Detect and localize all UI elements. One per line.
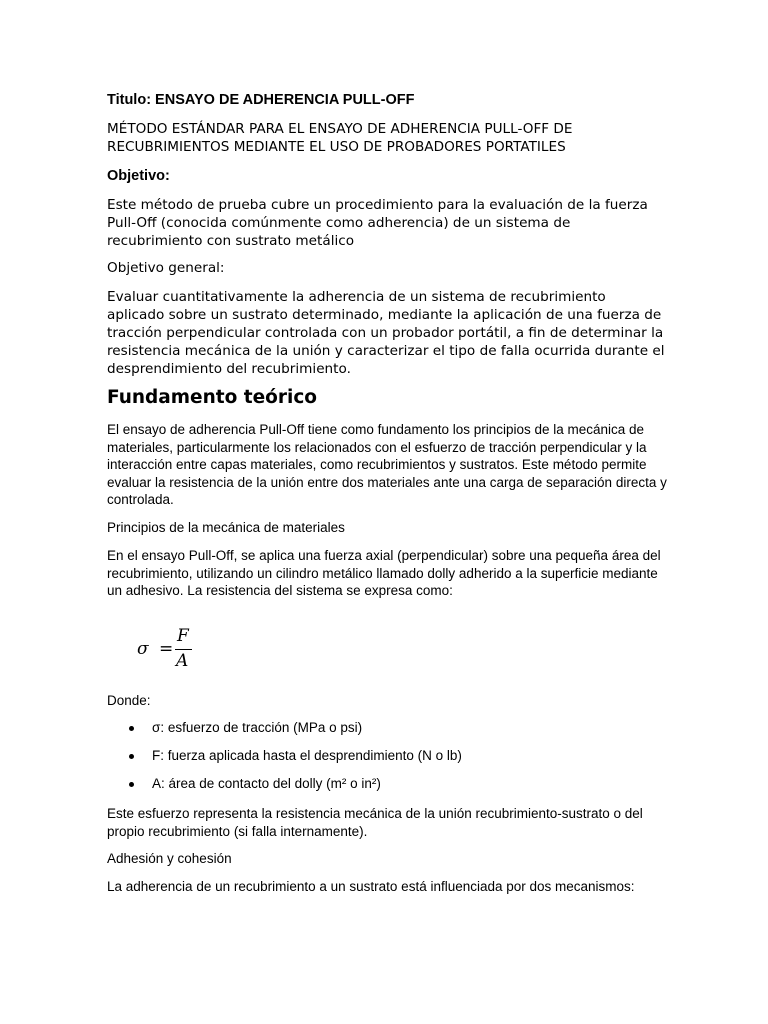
formula-sigma: σ [137, 639, 149, 659]
objetivo-paragraph: Este método de prueba cubre un procedimiento para la evaluación de la fuerza Pull-Off (conocida comúnmente como adherencia) de un sistema de recubrimiento con sustrato metálico [107, 197, 648, 249]
formula-numerator: F [177, 626, 189, 646]
objetivo-general-heading: Objetivo general: [107, 260, 225, 276]
variable-list [107, 719, 462, 803]
adhesion-heading: Adhesión y cohesión [107, 851, 232, 866]
fundamento-heading: Fundamento teórico [107, 387, 318, 408]
adhesion-paragraph: La adherencia de un recubrimiento a un sustrato está influenciada por dos mecanismos: [107, 879, 635, 894]
principios-paragraph: En el ensayo Pull-Off, se aplica una fuerza axial (perpendicular) sobre una pequeña área del recubrimiento, utilizando un cilindro metálico llamado dolly adherido a la superficie mediante un adhesivo. La resistencia del sistema se expresa como: [107, 548, 661, 598]
fundamento-paragraph: El ensayo de adherencia Pull-Off tiene como fundamento los principios de la mecánica de materiales, particularmente los relacionados con el esfuerzo de tracción perpendicular y la interacción entre capas materiales, como recubrimientos y sustratos. Este método permite evaluar la resistencia de la unión entre dos materiales ante una carga de separación directa y controlada. [107, 422, 667, 507]
formula-denominator: A [176, 651, 189, 671]
list-item: A: área de contacto del dolly (m² o in²) [107, 775, 462, 803]
document-title: Titulo: ENSAYO DE ADHERENCIA PULL-OFF [107, 92, 415, 108]
principios-heading: Principios de la mecánica de materiales [107, 520, 345, 535]
objetivo-heading: Objetivo: [107, 168, 170, 184]
esfuerzo-paragraph: Este esfuerzo representa la resistencia mecánica de la unión recubrimiento-sustrato o del propio recubrimiento (si falla internamente). [107, 806, 643, 839]
formula-fraction-bar [175, 649, 192, 650]
objetivo-general-paragraph: Evaluar cuantitativamente la adherencia de un sistema de recubrimiento aplicado sobre un sustrato determinado, mediante la aplicación de una fuerza de tracción perpendicular controlada con un probador portátil, a fin de determinar la resistencia mecánica de la unión y caracterizar el tipo de falla ocurrida durante el desprendimiento del recubrimiento. [107, 289, 665, 377]
list-item: F: fuerza aplicada hasta el desprendimiento (N o lb) [107, 747, 462, 775]
list-item: σ: esfuerzo de tracción (MPa o psi) [107, 719, 462, 747]
document-subtitle: MÉTODO ESTÁNDAR PARA EL ENSAYO DE ADHERENCIA PULL-OFF DE RECUBRIMIENTOS MEDIANTE EL USO DE PROBADORES PORTATILES [107, 121, 573, 155]
formula-equals: = [159, 639, 174, 659]
stress-formula [137, 624, 227, 674]
donde-label: Donde: [107, 693, 151, 708]
